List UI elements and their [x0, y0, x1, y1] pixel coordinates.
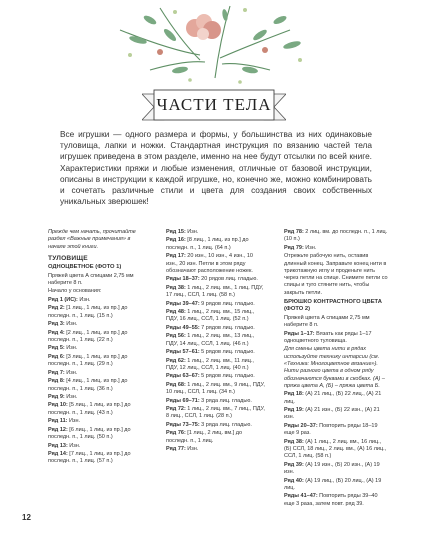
instruction-line — [166, 446, 266, 453]
row-text: 7 рядов лиц. гладью. — [199, 324, 255, 331]
column-1 — [48, 229, 148, 467]
row-label: Ряд 77: — [166, 446, 186, 453]
row-label: Ряд 39: — [284, 461, 304, 468]
instruction-line — [166, 276, 266, 283]
row-text: 3 ряда лиц. гладью. — [199, 397, 252, 404]
instruction-line — [284, 229, 388, 244]
instruction-line — [166, 422, 266, 429]
instruction-line — [166, 301, 266, 308]
row-label: Ряд 6: — [48, 353, 65, 360]
instruction-line — [48, 402, 148, 417]
row-text: (А) 21 лиц., (Б) 22 лиц., (А) 21 лиц. — [284, 391, 382, 405]
instruction-line — [166, 349, 266, 356]
instruction-line — [284, 407, 388, 422]
row-text: [5 лиц., 1 лиц. из пр.] до последн. п., 1 лиц. (43 п.) — [48, 402, 131, 416]
instruction-line — [48, 330, 148, 345]
instruction-line — [166, 309, 266, 324]
instruction-line — [284, 331, 388, 346]
row-text: (А) 19 изн., (Б) 20 изн., (А) 19 изн. — [284, 461, 380, 476]
row-text: [1 лиц., 1 лиц. из пр.] до последн. п., 1 лиц. (15 п.) — [48, 305, 128, 319]
instruction-line — [166, 358, 266, 373]
row-text: (А) 21 изн., (Б) 22 изн., (А) 21 изн. — [284, 407, 380, 421]
instruction-line — [48, 354, 148, 369]
row-text: 5 рядов лиц. гладью. — [199, 349, 255, 356]
row-text: БРЮШКО КОНТРАСТНОГО ЦВЕТА (ФОТО 2) — [284, 299, 382, 313]
instruction-line — [284, 391, 388, 406]
row-label: Ряд 72: — [166, 406, 186, 413]
row-label: Ряд 38: — [166, 284, 186, 291]
row-label: Ряды 63–67: — [166, 373, 200, 380]
row-text: 20 рядов лиц. гладью. — [199, 276, 258, 283]
row-text: Повторить ряды 18–19 еще 9 раз. — [284, 422, 378, 437]
instruction-line — [284, 253, 388, 297]
row-text: [8 лиц., 1 лиц. из пр.] до последн. п., 1 лиц. (64 п.) — [166, 237, 249, 251]
instruction-line — [48, 378, 148, 393]
instruction-line — [166, 398, 266, 405]
instruction-line — [48, 394, 148, 401]
instruction-line — [166, 325, 266, 332]
instruction-line — [284, 423, 388, 438]
instruction-line — [48, 273, 148, 288]
instruction-line — [48, 305, 148, 320]
instruction-line — [166, 373, 266, 380]
row-text: 1 лиц., 2 лиц. вм., 9 лиц., ПДУ, 10 лиц., ССЛ, 1 лиц. (34 п.) — [166, 381, 265, 396]
instruction-line — [48, 370, 148, 377]
row-label: Ряд 13: — [48, 442, 68, 449]
row-label: Ряд 38: — [284, 438, 304, 445]
section-heading: ТУЛОВИЩЕ — [48, 254, 88, 262]
row-text: Пряжей цвета А спицами 2,75 мм наберите 8 п. — [48, 272, 134, 286]
row-text: Изн. — [185, 446, 199, 453]
instruction-line — [48, 451, 148, 466]
row-label: Ряды 39–47: — [166, 300, 200, 307]
row-text: [1 лиц., 2 лиц. вм.] до последн. п., 1 лиц. — [166, 430, 243, 444]
instruction-line — [284, 245, 388, 252]
row-text: 9 рядов лиц. гладью. — [199, 300, 255, 307]
row-label: Ряд 79: — [284, 244, 304, 251]
row-label: Ряд 3: — [48, 321, 65, 328]
row-label: Ряды 57–61: — [166, 349, 200, 356]
row-text: Отрежьте рабочую нить, оставив длинный конец. Заправьте конец нити в трикотажную иглу и проденьте нить через петли на спице. Снимите петли со спицы и туго стяните нить, чтобы закрыть петли. — [284, 253, 388, 296]
row-label: Ряд 40: — [284, 477, 304, 484]
row-label: Ряд 19: — [284, 407, 304, 414]
instruction-line — [166, 333, 266, 348]
instruction-line — [48, 443, 148, 450]
row-text: Вязать как ряды 1–17 одноцветного туловища. — [284, 330, 372, 344]
row-text: [6 лиц., 1 лиц. из пр.] до последн. п., 1 лиц. (50 п.) — [48, 426, 131, 441]
instruction-line — [48, 288, 148, 295]
row-label: Ряд 8: — [48, 378, 65, 385]
row-text: Изн. — [64, 321, 78, 328]
row-label: Ряд 9: — [48, 394, 65, 400]
row-text: 20 изн., 10 изн., 4 изн., 10 изн., 20 изн. Петли в этом ряду обозначают расположение ножек. — [166, 253, 253, 274]
row-label: Ряд 11: — [48, 418, 68, 425]
instruction-line — [166, 285, 266, 300]
row-text: 1 лиц., 2 лиц. вм., 1 лиц. ПДУ, 17 лиц., ССЛ, 1 лиц. (58 п.) — [166, 284, 264, 299]
row-label: Ряд 16: — [166, 237, 186, 244]
instruction-line — [166, 253, 266, 275]
row-text: [4 лиц., 1 лиц. из пр.] до последн. п., 1 лиц. (36 п.) — [48, 378, 128, 392]
instruction-line — [284, 315, 388, 330]
intro-paragraph: Все игрушки — одного размера и формы, у большинства из них одинаковые туловища, лапки и ножки. Стандартная инструкция по вязанию частей тела игрушек приведена в этом разделе, именно на нее будут отсылки по всей книге. Характеристики пряжи и любые изменения, отличные от базовой инструкции, описаны в инструкции к каждой игрушке, но, конечно же, можно комбинировать и сочетать различные стили и цвета для создания своих собственных уникальных зверюшек! — [60, 129, 372, 207]
row-text: 1 лиц., 2 лиц. вм., 11 лиц., ПДУ, 12 лиц., ССЛ, 1 лиц. (40 п.) — [166, 357, 254, 371]
instruction-line — [166, 406, 266, 421]
row-text: Изн. — [67, 418, 81, 425]
column-3 — [284, 229, 388, 509]
row-text: [2 лиц., 1 лиц. из пр.] до последн. п., 1 лиц. (22 п.) — [48, 329, 128, 343]
instruction-line — [48, 321, 148, 328]
row-text: [7 лиц., 1 лиц. из пр.] до последн. п., 1 лиц. (57 п.) — [48, 451, 131, 465]
instruction-line — [166, 237, 266, 252]
row-label: Ряд 7: — [48, 369, 65, 376]
row-text: 1 лиц., 2 лиц. вм., 13 лиц., ПДУ, 14 лиц., ССЛ, 1 лиц. (46 п.) — [166, 333, 255, 347]
instruction-line — [166, 382, 266, 397]
row-label: Ряд 62: — [166, 357, 186, 364]
page-number: 12 — [22, 513, 31, 522]
instruction-line — [284, 346, 388, 390]
row-text: Изн. — [64, 345, 78, 352]
flower-icon — [186, 14, 221, 40]
row-text: Изн. — [303, 244, 317, 251]
instruction-line — [166, 430, 266, 445]
row-text: Для смены цвета нити в рядах используйте технику интарсии (см. «Техника: Многоцветное вязание»). Нити разного цвета в одном ряду обозначаются буквами в скобках. (А) – пряжа цвета А, (Б) – пряжа цвета Б. — [284, 346, 385, 389]
row-label: Ряд 78: — [284, 229, 304, 235]
row-label: Ряд 14: — [48, 451, 68, 458]
row-label: Ряд 4: — [48, 329, 65, 336]
row-label: Ряды 49–55: — [166, 324, 200, 331]
row-label: Ряд 1 (ИС): — [48, 296, 78, 303]
instruction-line — [48, 427, 148, 442]
row-label: Ряды 18–37: — [166, 276, 200, 283]
instruction-line — [284, 478, 388, 493]
row-text: (А) 19 лиц., (Б) 20 лиц., (А) 19 лиц. — [284, 477, 382, 491]
row-text: 3 ряда лиц. гладью. — [199, 421, 252, 428]
row-text: Пряжей цвета А спицами 2,75 мм наберите 8 п. — [284, 314, 370, 329]
instruction-line — [48, 297, 148, 304]
instruction-line — [284, 462, 388, 477]
instruction-line — [284, 439, 388, 461]
row-label: Ряд 12: — [48, 426, 68, 433]
instruction-line — [48, 345, 148, 352]
row-label: Ряды 1–17: — [284, 330, 315, 337]
row-label: Ряд 48: — [166, 309, 186, 316]
column-2 — [166, 229, 266, 455]
row-label: Ряды 69–71: — [166, 397, 200, 404]
row-text: Изн. — [77, 296, 91, 303]
row-text: Повторить ряды 39–40 еще 3 раза, затем повт. ряд 39. — [284, 493, 378, 507]
row-text: Изн. — [185, 229, 199, 235]
row-text: Изн. — [64, 369, 78, 376]
instruction-line — [284, 493, 388, 508]
row-text: Изн. — [64, 394, 78, 400]
row-label: Ряд 5: — [48, 345, 65, 352]
row-label: Ряд 68: — [166, 381, 186, 388]
instruction-line — [48, 418, 148, 425]
subsection-heading: ОДНОЦВЕТНОЕ (ФОТО 1) — [48, 264, 122, 271]
row-label: Ряд 2: — [48, 305, 65, 312]
row-text: 2 лиц. вм. до последн. п., 1 лиц. (10 п.) — [284, 229, 388, 243]
row-label: Ряд 76: — [166, 430, 186, 437]
row-label: Ряды 20–37: — [284, 422, 318, 429]
instruction-line — [166, 229, 266, 236]
floral-illustration — [0, 0, 425, 100]
row-text: Изн. — [67, 442, 81, 449]
subsection-heading — [284, 299, 388, 314]
row-label: Ряд 56: — [166, 333, 186, 340]
row-text: Начало у основания: — [48, 288, 102, 295]
note-text: Прежде чем начать, прочитайте раздел «Важные примечания» в начале этой книги. — [48, 229, 136, 250]
row-text: (А) 1 лиц., 2 лиц. вм., 16 лиц., (Б) ССЛ, 18 лиц., 2 лиц. вм., (А) 16 лиц., ССЛ, 1 лиц. (58 п.) — [284, 438, 387, 460]
row-label: Ряд 15: — [166, 229, 186, 235]
page-title: ЧАСТИ ТЕЛА — [156, 95, 272, 114]
row-label: Ряды 73–75: — [166, 421, 200, 428]
row-label: Ряд 17: — [166, 253, 186, 260]
row-text: 1 лиц., 2 лиц. вм., 7 лиц., ПДУ, 8 лиц., ССЛ, 1 лиц. (28 п.) — [166, 406, 265, 420]
row-text: [3 лиц., 1 лиц. из пр.] до последн. п., 1 лиц. (29 п.) — [48, 353, 128, 368]
row-text: 1 лиц., 2 лиц. вм., 15 лиц., ПДУ, 16 лиц., ССЛ, 1 лиц. (52 п.) — [166, 309, 255, 323]
row-label: Ряды 41–47: — [284, 493, 318, 500]
row-label: Ряд 10: — [48, 402, 68, 409]
row-label: Ряд 18: — [284, 391, 304, 398]
row-text: 5 рядов лиц. гладью. — [199, 373, 255, 380]
